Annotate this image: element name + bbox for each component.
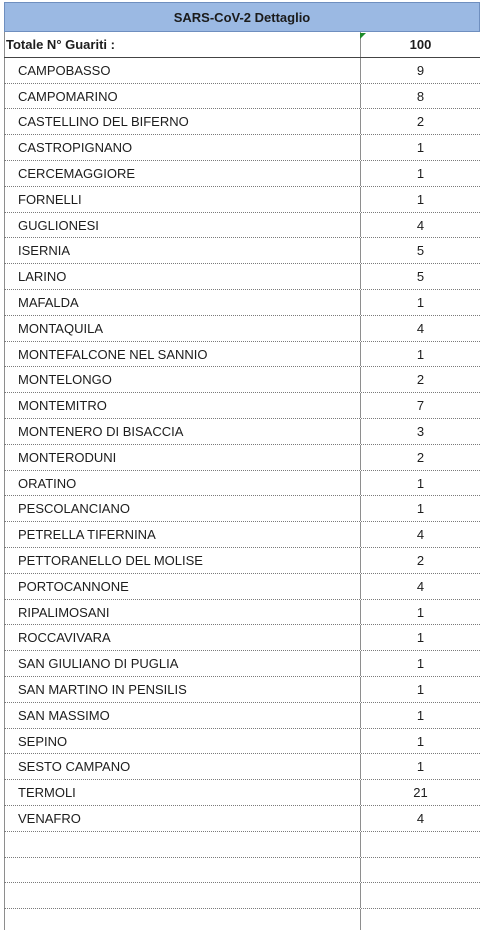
table-row[interactable] — [4, 316, 480, 342]
municipality-name-cell[interactable]: VENAFRO — [18, 810, 81, 826]
table-row[interactable] — [4, 84, 480, 110]
recovered-count-cell[interactable]: 7 — [360, 393, 480, 418]
table-row[interactable] — [4, 651, 480, 677]
municipality-name-cell[interactable]: CASTELLINO DEL BIFERNO — [18, 114, 189, 130]
recovered-count-cell[interactable] — [360, 832, 480, 857]
municipality-name-cell[interactable]: RIPALIMOSANI — [18, 604, 110, 620]
table-row[interactable] — [4, 806, 480, 832]
table-row[interactable] — [4, 780, 480, 806]
municipality-name-cell[interactable]: FORNELLI — [18, 191, 82, 207]
municipality-name-cell[interactable]: SAN MASSIMO — [18, 707, 110, 723]
table-row[interactable] — [4, 677, 480, 703]
table-row[interactable] — [4, 213, 480, 239]
municipality-name-cell[interactable]: MAFALDA — [18, 294, 79, 310]
recovered-count-cell[interactable]: 2 — [360, 367, 480, 392]
municipality-name-cell[interactable] — [4, 858, 360, 883]
recovered-count-cell[interactable]: 4 — [360, 522, 480, 547]
municipality-name-cell[interactable]: MONTEMITRO — [18, 398, 107, 414]
recovered-count-cell[interactable]: 1 — [360, 600, 480, 625]
table-row[interactable] — [4, 135, 480, 161]
recovered-count-cell[interactable] — [360, 909, 480, 930]
municipality-name-cell[interactable]: MONTELONGO — [18, 372, 112, 388]
municipality-name-cell[interactable]: ROCCAVIVARA — [18, 630, 111, 646]
recovered-count-cell[interactable]: 4 — [360, 213, 480, 238]
municipality-name-cell[interactable]: MONTEFALCONE NEL SANNIO — [18, 346, 208, 362]
table-row[interactable] — [4, 238, 480, 264]
municipality-name-cell[interactable]: SEPINO — [18, 733, 68, 749]
recovered-count-cell[interactable]: 8 — [360, 84, 480, 109]
recovered-count-cell[interactable]: 4 — [360, 806, 480, 831]
table-row[interactable] — [4, 858, 480, 884]
table-row[interactable] — [4, 883, 480, 909]
total-row[interactable] — [4, 32, 480, 58]
table-row[interactable] — [4, 419, 480, 445]
municipality-name-cell[interactable] — [4, 883, 360, 908]
rows-container — [4, 58, 480, 930]
data-grid — [4, 32, 480, 930]
municipality-name-cell[interactable]: PESCOLANCIANO — [18, 501, 130, 517]
table-row[interactable] — [4, 187, 480, 213]
total-value[interactable]: 100 — [360, 32, 480, 57]
recovered-count-cell[interactable]: 1 — [360, 703, 480, 728]
recovered-count-cell[interactable]: 1 — [360, 754, 480, 779]
recovered-count-cell[interactable]: 3 — [360, 419, 480, 444]
municipality-name-cell[interactable]: MONTENERO DI BISACCIA — [18, 423, 184, 439]
recovered-count-cell[interactable]: 1 — [360, 471, 480, 496]
municipality-name-cell[interactable]: MONTERODUNI — [18, 449, 117, 465]
table-row[interactable] — [4, 703, 480, 729]
table-row[interactable] — [4, 342, 480, 368]
recovered-count-cell[interactable]: 1 — [360, 290, 480, 315]
municipality-name-cell[interactable]: GUGLIONESI — [18, 217, 99, 233]
municipality-name-cell[interactable] — [4, 909, 360, 930]
table-row[interactable] — [4, 729, 480, 755]
municipality-name-cell[interactable]: PETTORANELLO DEL MOLISE — [18, 552, 203, 568]
municipality-name-cell[interactable]: PETRELLA TIFERNINA — [18, 527, 156, 543]
recovered-count-cell[interactable]: 1 — [360, 342, 480, 367]
table-row[interactable] — [4, 548, 480, 574]
municipality-name-cell[interactable]: SAN MARTINO IN PENSILIS — [18, 681, 187, 697]
recovered-count-cell[interactable]: 1 — [360, 625, 480, 650]
table-row[interactable] — [4, 161, 480, 187]
table-row[interactable] — [4, 754, 480, 780]
municipality-name-cell[interactable]: CERCEMAGGIORE — [18, 165, 136, 181]
recovered-count-cell[interactable]: 1 — [360, 677, 480, 702]
municipality-name-cell[interactable]: LARINO — [18, 269, 67, 285]
table-row[interactable] — [4, 496, 480, 522]
recovered-count-cell[interactable]: 1 — [360, 729, 480, 754]
table-row[interactable] — [4, 625, 480, 651]
table-row[interactable] — [4, 109, 480, 135]
table-row[interactable] — [4, 290, 480, 316]
table-row[interactable] — [4, 264, 480, 290]
table-row[interactable] — [4, 832, 480, 858]
municipality-name-cell[interactable]: ORATINO — [18, 475, 77, 491]
table-row[interactable] — [4, 445, 480, 471]
recovered-count-cell[interactable]: 5 — [360, 264, 480, 289]
recovered-count-cell[interactable] — [360, 883, 480, 908]
table-row[interactable] — [4, 600, 480, 626]
municipality-name-cell[interactable]: SAN GIULIANO DI PUGLIA — [18, 656, 179, 672]
municipality-name-cell[interactable]: CAMPOMARINO — [18, 88, 118, 104]
municipality-name-cell[interactable]: CASTROPIGNANO — [18, 140, 133, 156]
table-row[interactable] — [4, 393, 480, 419]
recovered-count-cell[interactable]: 9 — [360, 58, 480, 83]
recovered-count-cell[interactable] — [360, 858, 480, 883]
recovered-count-cell[interactable]: 1 — [360, 161, 480, 186]
table-row[interactable] — [4, 367, 480, 393]
table-title-header[interactable] — [4, 2, 480, 32]
table-row[interactable] — [4, 574, 480, 600]
recovered-count-cell[interactable]: 1 — [360, 496, 480, 521]
table-row[interactable] — [4, 522, 480, 548]
recovered-count-cell[interactable]: 4 — [360, 574, 480, 599]
recovered-count-cell[interactable]: 1 — [360, 135, 480, 160]
recovered-count-cell[interactable]: 2 — [360, 445, 480, 470]
recovered-count-cell[interactable]: 2 — [360, 109, 480, 134]
table-row[interactable] — [4, 471, 480, 497]
municipality-name-cell[interactable]: CAMPOBASSO — [18, 62, 111, 78]
recovered-count-cell[interactable]: 1 — [360, 187, 480, 212]
municipality-name-cell[interactable]: TERMOLI — [18, 785, 76, 801]
table-row[interactable] — [4, 909, 480, 930]
table-row[interactable] — [4, 58, 480, 84]
municipality-name-cell[interactable]: SESTO CAMPANO — [18, 759, 131, 775]
recovered-count-cell[interactable]: 5 — [360, 238, 480, 263]
municipality-name-cell[interactable]: PORTOCANNONE — [18, 578, 129, 594]
municipality-name-cell[interactable]: ISERNIA — [18, 243, 71, 259]
municipality-name-cell[interactable] — [4, 832, 360, 857]
total-label[interactable]: Totale N° Guariti : — [6, 37, 115, 52]
comment-indicator-icon — [360, 33, 366, 39]
recovered-count-cell[interactable]: 21 — [360, 780, 480, 805]
table-title: SARS-CoV-2 Dettaglio — [173, 9, 311, 25]
recovered-count-cell[interactable]: 2 — [360, 548, 480, 573]
recovered-count-cell[interactable]: 4 — [360, 316, 480, 341]
municipality-name-cell[interactable]: MONTAQUILA — [18, 320, 103, 336]
recovered-count-cell[interactable]: 1 — [360, 651, 480, 676]
